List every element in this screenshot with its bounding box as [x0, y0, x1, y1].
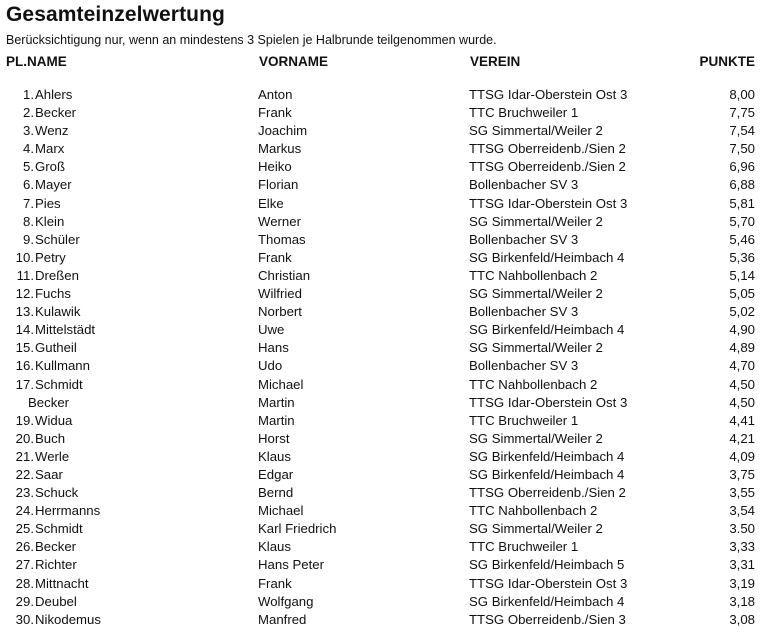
rank-cell: 4.: [23, 141, 34, 157]
table-row: [0, 250, 760, 268]
points-cell: 7,54: [729, 123, 755, 139]
table-row: [0, 159, 760, 177]
table-row: [0, 467, 760, 485]
table-row: [0, 431, 760, 449]
rank-cell: 28.: [15, 575, 34, 591]
first-name-cell: Norbert: [258, 304, 302, 320]
rank-cell: 5.: [23, 159, 34, 175]
page-subtitle: Berücksichtigung nur, wenn an mindestens 3 Spielen je Halbrunde teilgenommen wurde.: [6, 33, 497, 47]
first-name-cell: Wilfried: [258, 286, 302, 302]
rank-cell: 24.: [15, 503, 34, 519]
club-cell: SG Birkenfeld/Heimbach 4: [469, 322, 625, 338]
table-row: [0, 449, 760, 467]
club-cell: SG Simmertal/Weiler 2: [469, 521, 603, 537]
table-row: [0, 105, 760, 123]
table-row: [0, 322, 760, 340]
first-name-cell: Anton: [258, 87, 293, 102]
points-cell: 3,33: [729, 539, 755, 555]
rank-cell: 26.: [15, 539, 34, 555]
first-name-cell: Elke: [258, 195, 284, 211]
points-cell: 7,75: [729, 105, 755, 121]
first-name-cell: Bernd: [258, 485, 294, 501]
club-cell: TTSG Idar-Oberstein Ost 3: [469, 394, 628, 410]
first-name-cell: Michael: [258, 376, 304, 392]
rank-cell: 15.: [15, 340, 34, 356]
name-cell: Klein: [35, 213, 65, 229]
column-header-pl-name: PL.NAME: [6, 54, 67, 69]
table-row: [0, 232, 760, 250]
points-cell: 3,31: [729, 557, 755, 573]
points-cell: 5,70: [729, 213, 755, 229]
rank-cell: 12.: [15, 286, 34, 302]
club-cell: Bollenbacher SV 3: [469, 358, 579, 374]
club-cell: TTC Bruchweiler 1: [469, 412, 579, 428]
ranking-table: [0, 87, 760, 630]
name-cell: Petry: [35, 249, 66, 265]
column-header-punkte: PUNKTE: [699, 54, 755, 69]
name-cell: Saar: [35, 466, 63, 482]
rank-cell: 25.: [15, 521, 34, 537]
name-cell: Buch: [35, 430, 66, 446]
table-row: [0, 286, 760, 304]
first-name-cell: Thomas: [258, 231, 306, 247]
first-name-cell: Martin: [258, 394, 295, 410]
points-cell: 5,02: [729, 304, 755, 320]
club-cell: TTSG Oberreidenb./Sien 2: [469, 141, 626, 157]
table-row: [0, 87, 760, 105]
table-row: [0, 268, 760, 286]
name-cell: Kulawik: [35, 304, 81, 320]
club-cell: SG Simmertal/Weiler 2: [469, 340, 603, 356]
club-cell: TTC Bruchweiler 1: [469, 105, 579, 121]
points-cell: 3,19: [729, 575, 755, 591]
club-cell: TTSG Idar-Oberstein Ost 3: [469, 575, 628, 591]
points-cell: 8,00: [729, 87, 755, 102]
table-row: [0, 395, 760, 413]
rank-cell: 3.: [23, 123, 34, 139]
points-cell: 6,88: [729, 177, 755, 193]
club-cell: TTC Nahbollenbach 2: [469, 267, 598, 283]
table-row: [0, 123, 760, 141]
name-cell: Gutheil: [35, 340, 77, 356]
first-name-cell: Markus: [258, 141, 302, 157]
points-cell: 3,75: [729, 466, 755, 482]
name-cell: Becker: [35, 539, 77, 555]
table-row: [0, 196, 760, 214]
first-name-cell: Wolfgang: [258, 593, 314, 609]
first-name-cell: Klaus: [258, 539, 291, 555]
first-name-cell: Christian: [258, 267, 311, 283]
rank-cell: 19.: [15, 412, 34, 428]
points-cell: 5,14: [729, 267, 755, 283]
club-cell: Bollenbacher SV 3: [469, 231, 579, 247]
club-cell: SG Simmertal/Weiler 2: [469, 123, 603, 139]
points-cell: 3,18: [729, 593, 755, 609]
club-cell: SG Birkenfeld/Heimbach 4: [469, 466, 625, 482]
club-cell: TTSG Oberreidenb./Sien 2: [469, 159, 626, 175]
rank-cell: 8.: [23, 213, 34, 229]
rank-cell: 1.: [23, 87, 34, 102]
name-cell: Ahlers: [35, 87, 73, 102]
points-cell: 6,96: [729, 159, 755, 175]
table-row: [0, 141, 760, 159]
club-cell: SG Birkenfeld/Heimbach 5: [469, 557, 625, 573]
name-cell: Marx: [35, 141, 65, 157]
points-cell: 5,05: [729, 286, 755, 302]
name-cell: Nikodemus: [35, 611, 101, 627]
name-cell: Groß: [35, 159, 66, 175]
name-cell: Werle: [35, 448, 70, 464]
points-cell: 5,36: [729, 249, 755, 265]
table-row: [0, 413, 760, 431]
rank-cell: 16.: [15, 358, 34, 374]
first-name-cell: Frank: [258, 105, 292, 121]
rank-cell: 29.: [15, 593, 34, 609]
club-cell: TTSG Idar-Oberstein Ost 3: [469, 195, 628, 211]
table-row: [0, 304, 760, 322]
first-name-cell: Karl Friedrich: [258, 521, 337, 537]
name-cell: Fuchs: [35, 286, 71, 302]
first-name-cell: Horst: [258, 430, 290, 446]
rank-cell: 10.: [15, 249, 34, 265]
table-row: [0, 521, 760, 539]
points-cell: 4,70: [729, 358, 755, 374]
rank-cell: 7.: [23, 195, 34, 211]
points-cell: 4,41: [729, 412, 755, 428]
first-name-cell: Hans: [258, 340, 289, 356]
name-cell: Widua: [35, 412, 73, 428]
table-row: [0, 503, 760, 521]
first-name-cell: Michael: [258, 503, 304, 519]
table-row: [0, 214, 760, 232]
rank-cell: 23.: [15, 485, 34, 501]
rank-cell: 17.: [15, 376, 34, 392]
first-name-cell: Werner: [258, 213, 301, 229]
rank-cell: 21.: [15, 448, 34, 464]
club-cell: Bollenbacher SV 3: [469, 304, 579, 320]
points-cell: 4,89: [729, 340, 755, 356]
table-row: [0, 377, 760, 395]
rank-cell: 22.: [15, 466, 34, 482]
points-cell: 4,09: [729, 448, 755, 464]
name-cell: Pies: [35, 195, 61, 211]
club-cell: TTSG Oberreidenb./Sien 3: [469, 611, 626, 627]
club-cell: TTSG Idar-Oberstein Ost 3: [469, 87, 628, 102]
table-row: [0, 340, 760, 358]
table-row: [0, 539, 760, 557]
points-cell: 5,46: [729, 231, 755, 247]
points-cell: 3.50: [729, 521, 755, 537]
name-cell: Schuck: [35, 485, 79, 501]
rank-cell: 2.: [23, 105, 34, 121]
first-name-cell: Joachim: [258, 123, 308, 139]
first-name-cell: Martin: [258, 412, 295, 428]
table-row: [0, 594, 760, 612]
name-cell: Kullmann: [35, 358, 90, 374]
rank-cell: 13.: [15, 304, 34, 320]
club-cell: Bollenbacher SV 3: [469, 177, 579, 193]
page-title: Gesamteinzelwertung: [6, 3, 225, 26]
name-cell: Dreßen: [35, 267, 79, 283]
first-name-cell: Uwe: [258, 322, 285, 338]
points-cell: 3,54: [729, 503, 755, 519]
first-name-cell: Klaus: [258, 448, 291, 464]
points-cell: 4,21: [729, 430, 755, 446]
name-cell: Mayer: [35, 177, 72, 193]
club-cell: SG Simmertal/Weiler 2: [469, 430, 603, 446]
name-cell: Schmidt: [35, 376, 83, 392]
name-cell: Becker: [28, 394, 70, 410]
rank-cell: 30.: [15, 611, 34, 627]
table-row: [0, 612, 760, 630]
table-row: [0, 576, 760, 594]
first-name-cell: Heiko: [258, 159, 292, 175]
column-header-vorname: VORNAME: [259, 54, 329, 69]
rank-cell: 9.: [23, 231, 34, 247]
name-cell: Mittelstädt: [35, 322, 96, 338]
points-cell: 5,81: [729, 195, 755, 211]
first-name-cell: Florian: [258, 177, 299, 193]
points-cell: 7,50: [729, 141, 755, 157]
table-row: [0, 485, 760, 503]
points-cell: 3,08: [729, 611, 755, 627]
first-name-cell: Udo: [258, 358, 283, 374]
table-row: [0, 177, 760, 195]
rank-cell: 20.: [15, 430, 34, 446]
name-cell: Herrmanns: [35, 503, 101, 519]
rank-cell: 6.: [23, 177, 34, 193]
points-cell: 4,90: [729, 322, 755, 338]
club-cell: SG Simmertal/Weiler 2: [469, 213, 603, 229]
name-cell: Becker: [35, 105, 77, 121]
rank-cell: 27.: [15, 557, 34, 573]
points-cell: 4,50: [729, 394, 755, 410]
club-cell: SG Birkenfeld/Heimbach 4: [469, 448, 625, 464]
club-cell: TTC Bruchweiler 1: [469, 539, 579, 555]
first-name-cell: Manfred: [258, 611, 307, 627]
name-cell: Mittnacht: [35, 575, 89, 591]
points-cell: 3,55: [729, 485, 755, 501]
name-cell: Schmidt: [35, 521, 83, 537]
rank-cell: 14.: [15, 322, 34, 338]
club-cell: SG Birkenfeld/Heimbach 4: [469, 593, 625, 609]
club-cell: TTSG Oberreidenb./Sien 2: [469, 485, 626, 501]
first-name-cell: Frank: [258, 249, 292, 265]
club-cell: TTC Nahbollenbach 2: [469, 503, 598, 519]
points-cell: 4,50: [729, 376, 755, 392]
first-name-cell: Frank: [258, 575, 292, 591]
name-cell: Richter: [35, 557, 77, 573]
column-header-verein: VEREIN: [470, 54, 521, 69]
name-cell: Wenz: [35, 123, 69, 139]
table-row: [0, 557, 760, 575]
first-name-cell: Hans Peter: [258, 557, 324, 573]
name-cell: Deubel: [35, 593, 77, 609]
first-name-cell: Edgar: [258, 466, 294, 482]
club-cell: SG Birkenfeld/Heimbach 4: [469, 249, 625, 265]
club-cell: TTC Nahbollenbach 2: [469, 376, 598, 392]
name-cell: Schüler: [35, 231, 80, 247]
table-row: [0, 358, 760, 376]
rank-cell: 11.: [16, 267, 34, 283]
club-cell: SG Simmertal/Weiler 2: [469, 286, 603, 302]
